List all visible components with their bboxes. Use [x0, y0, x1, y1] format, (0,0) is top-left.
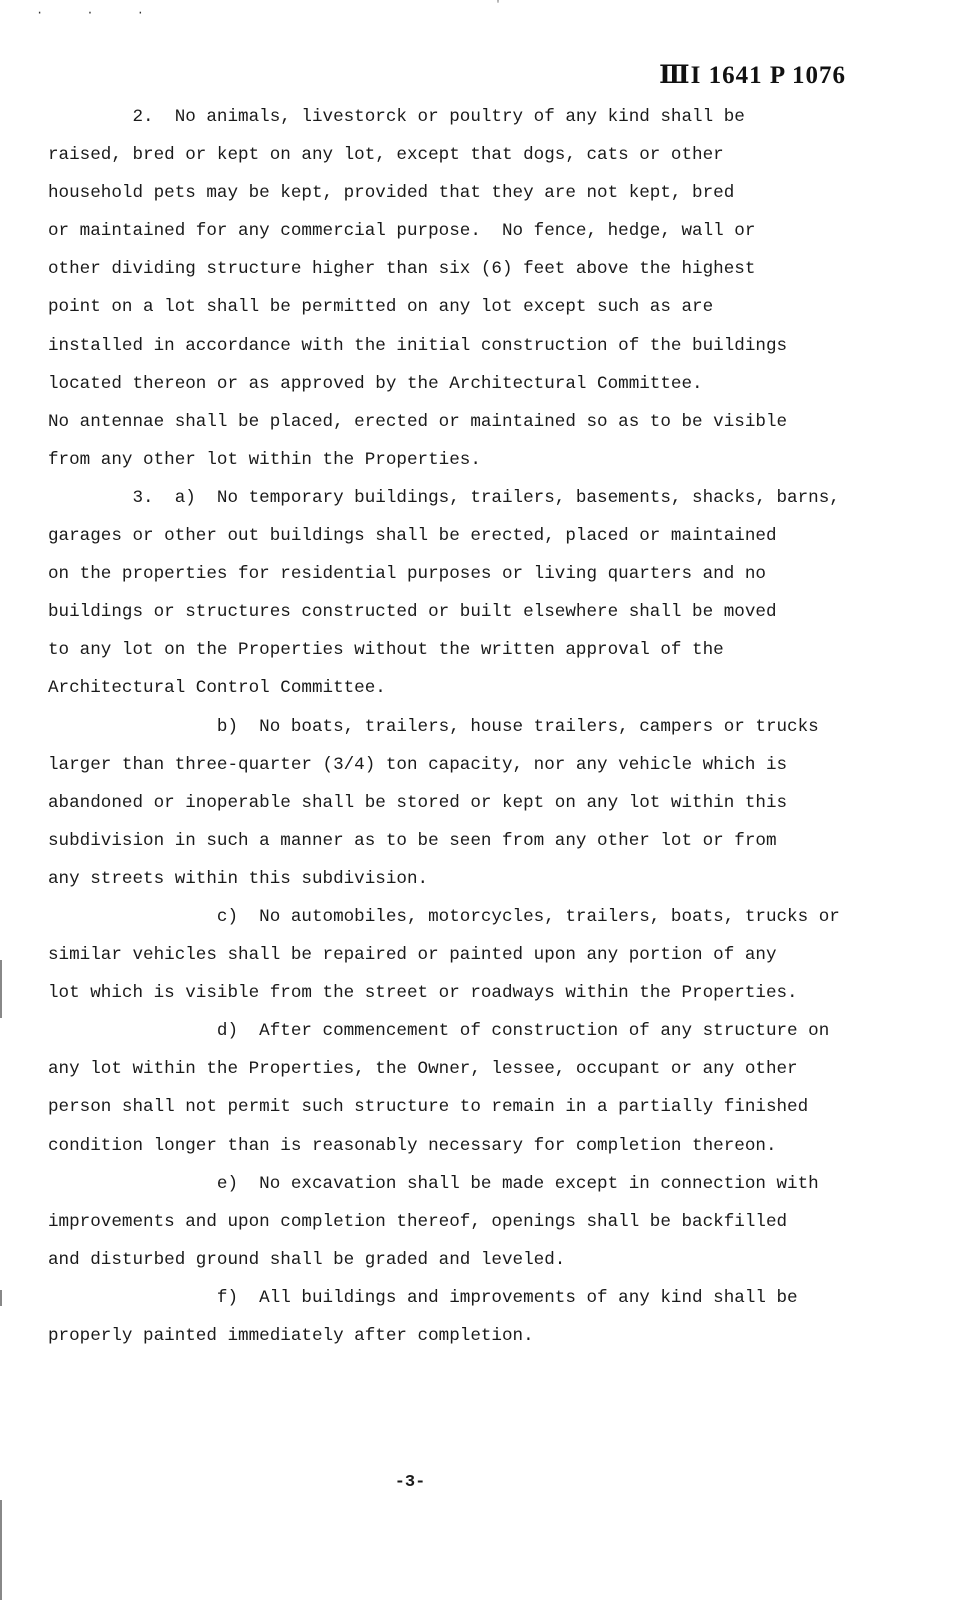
- text-line: properly painted immediately after completion.: [48, 1326, 534, 1346]
- text-line: larger than three-quarter (3/4) ton capacity, nor any vehicle which is: [48, 754, 788, 775]
- scan-specks: · · ·: [36, 6, 163, 20]
- margin-scan-mark: [0, 1290, 2, 1306]
- margin-scan-mark: [0, 960, 2, 1018]
- text-line: other dividing structure higher than six (6) feet above the highest: [48, 259, 756, 280]
- text-line: point on a lot shall be permitted on any lot except such as are: [48, 297, 714, 318]
- text-line: any lot within the Properties, the Owner, lessee, occupant or any other: [48, 1059, 798, 1080]
- margin-scan-mark: [0, 1500, 2, 1600]
- text-line: or maintained for any commercial purpose. No fence, hedge, wall or: [48, 221, 756, 242]
- recording-stamp: ⅢI 1641 P 1076: [659, 62, 846, 89]
- text-line: to any lot on the Properties without the written approval of the: [48, 640, 724, 661]
- document-body: [48, 98, 908, 1355]
- text-line: from any other lot within the Properties.: [48, 449, 481, 470]
- text-line: abandoned or inoperable shall be stored or kept on any lot within this: [48, 792, 788, 813]
- text-line: similar vehicles shall be repaired or painted upon any portion of any: [48, 945, 777, 966]
- text-line: buildings or structures constructed or built elsewhere shall be moved: [48, 602, 777, 623]
- text-line: lot which is visible from the street or roadways within the Properties.: [48, 983, 798, 1004]
- text-line: raised, bred or kept on any lot, except that dogs, cats or other: [48, 145, 724, 166]
- text-line: improvements and upon completion thereof, openings shall be backfilled: [48, 1211, 788, 1232]
- text-line: e) No excavation shall be made except in connection with: [48, 1173, 819, 1194]
- text-line: and disturbed ground shall be graded and leveled.: [48, 1249, 566, 1270]
- text-line: on the properties for residential purposes or living quarters and no: [48, 564, 766, 585]
- text-line: b) No boats, trailers, house trailers, campers or trucks: [48, 716, 819, 737]
- text-line: c) No automobiles, motorcycles, trailers, boats, trucks or: [48, 906, 840, 927]
- text-line: person shall not permit such structure to remain in a partially finished: [48, 1097, 809, 1118]
- text-line: f) All buildings and improvements of any kind shall be: [48, 1287, 798, 1308]
- text-line: No antennae shall be placed, erected or maintained so as to be visible: [48, 411, 788, 432]
- text-line: installed in accordance with the initial construction of the buildings: [48, 335, 788, 356]
- text-line: condition longer than is reasonably necessary for completion thereon.: [48, 1135, 777, 1156]
- text-line: garages or other out buildings shall be erected, placed or maintained: [48, 526, 777, 547]
- text-line: Architectural Control Committee.: [48, 678, 386, 699]
- text-line: subdivision in such a manner as to be seen from any other lot or from: [48, 830, 777, 851]
- text-line: located thereon or as approved by the Architectural Committee.: [48, 373, 703, 394]
- scan-mark: ': [495, 0, 502, 11]
- text-line: household pets may be kept, provided that they are not kept, bred: [48, 183, 735, 204]
- page-number: -3-: [394, 1473, 426, 1492]
- text-line: any streets within this subdivision.: [48, 868, 429, 889]
- text-line: d) After commencement of construction of any structure on: [48, 1021, 830, 1042]
- text-line: 3. a) No temporary buildings, trailers, basements, shacks, barns,: [48, 487, 840, 508]
- text-line: 2. No animals, livestorck or poultry of any kind shall be: [48, 107, 745, 127]
